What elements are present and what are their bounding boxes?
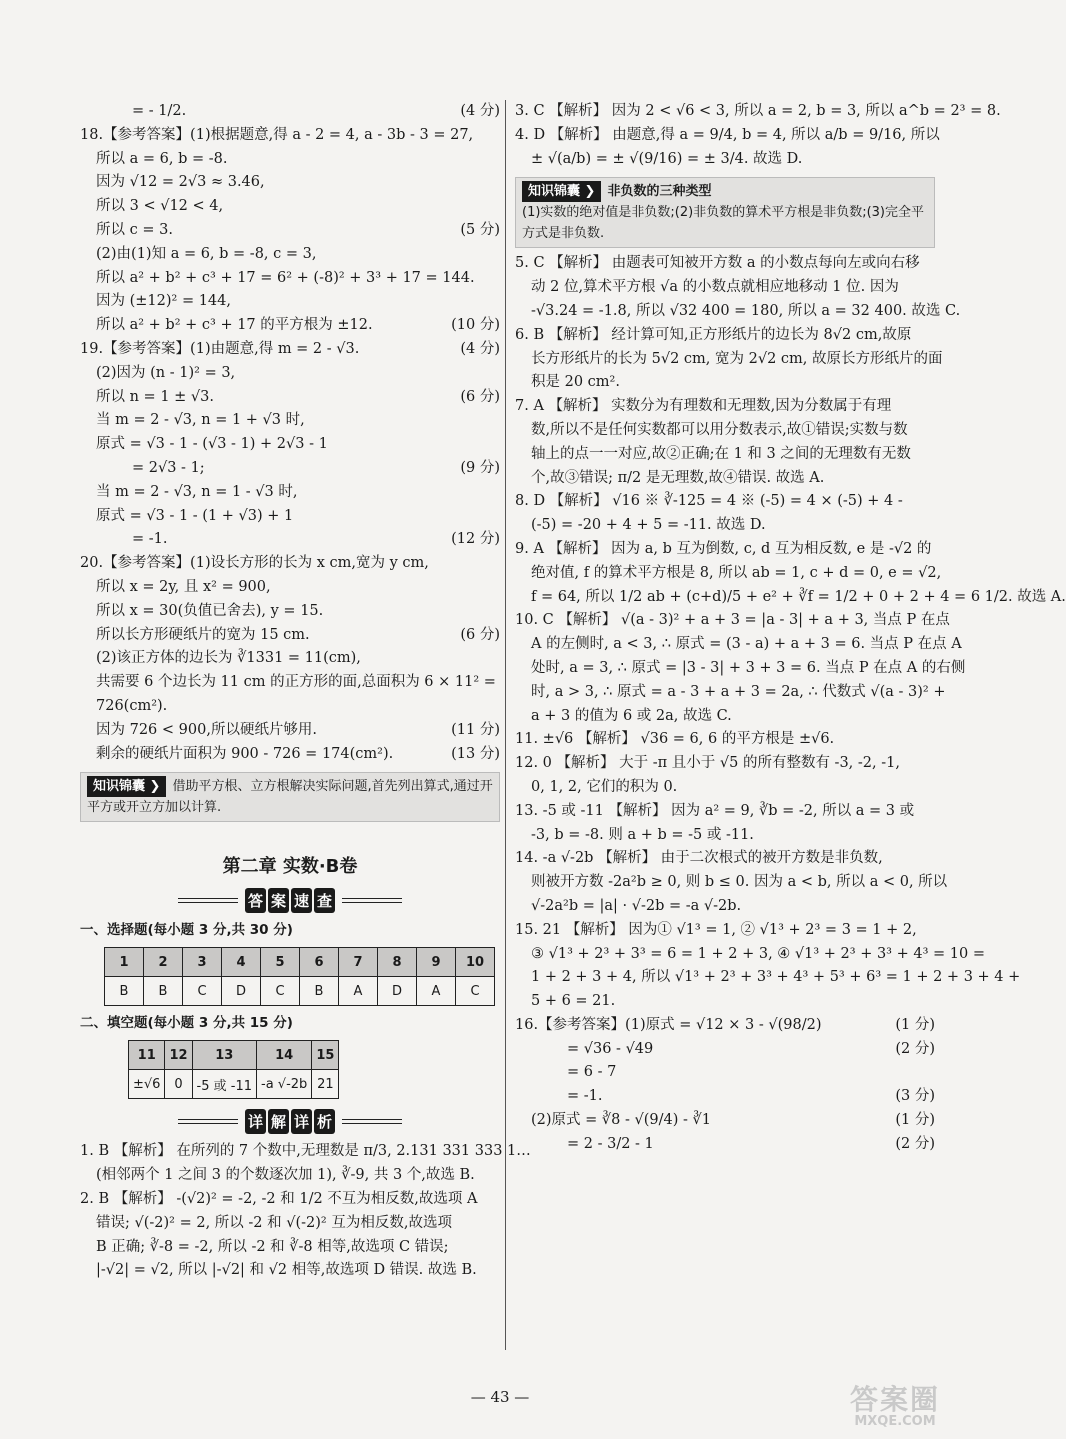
line-text: (2)该正方体的边长为 ∛1331 = 11(cm),	[96, 650, 361, 667]
table-header-cell: 4	[222, 948, 261, 977]
right-solutions	[515, 100, 1001, 171]
line-text: 积是 20 cm².	[531, 374, 620, 391]
line-text: 7. A 【解析】 实数分为有理数和无理数,因为分数属于有理	[515, 398, 892, 415]
line-text: 13. -5 或 -11 【解析】 因为 a² = 9, ∛b = -2, 所以 a = 3 或	[515, 802, 915, 819]
table-header-cell: 2	[144, 948, 183, 977]
text-line	[80, 124, 500, 148]
text-line	[80, 1236, 500, 1260]
text-line	[515, 586, 1066, 610]
text-line	[80, 505, 500, 529]
text-line	[515, 1014, 935, 1038]
line-text: 20.【参考答案】(1)设长方形的长为 x cm,宽为 y cm,	[80, 555, 429, 572]
text-line	[515, 633, 962, 657]
text-line	[515, 752, 935, 776]
text-line	[80, 671, 500, 695]
text-line	[515, 705, 935, 729]
table-cell: B	[105, 977, 144, 1006]
score-label: (3 分)	[895, 1088, 935, 1105]
text-line	[515, 395, 935, 419]
score-label: (10 分)	[451, 317, 500, 334]
line-text: B 正确; ∛-8 = -2, 所以 -2 和 ∛-8 相等,故选项 C 错误;	[96, 1238, 449, 1255]
table-header-cell: 1	[105, 948, 144, 977]
fill-answer-table	[128, 1040, 339, 1099]
score-label: (6 分)	[460, 388, 500, 405]
table-cell: B	[144, 977, 183, 1006]
line-text: 数,所以不是任何实数都可以用分数表示,故①错误;实数与数	[531, 421, 908, 438]
text-line	[80, 695, 500, 719]
line-text: 8. D 【解析】 √16 ※ ∛-125 = 4 ※ (-5) = 4 × (-5) + 4 -	[515, 493, 903, 510]
text-line	[515, 657, 966, 681]
text-line	[515, 562, 942, 586]
text-line	[80, 290, 500, 314]
line-text: 12. 0 【解析】 大于 -π 且小于 √5 的所有整数有 -3, -2, -1,	[515, 755, 900, 772]
table-header-cell: 11	[129, 1041, 165, 1070]
text-line	[515, 124, 940, 148]
text-line	[515, 300, 961, 324]
score-label: (5 分)	[460, 221, 500, 238]
text-line	[515, 895, 935, 919]
text-line	[80, 743, 500, 767]
text-line	[80, 576, 500, 600]
text-line	[515, 1061, 935, 1085]
right-column	[515, 100, 1066, 1157]
line-text: 2. B 【解析】 -(√2)² = -2, -2 和 1/2 不互为相反数,故选项 A	[80, 1190, 478, 1207]
text-line	[80, 362, 500, 386]
section-fill-heading: 二、填空题(每小题 3 分,共 15 分)	[80, 1015, 293, 1032]
tip-text: 借助平方根、立方根解决实际问题,首先列出算式,通过开平方或开立方加以计算.	[87, 779, 493, 816]
line-text: 19.【参考答案】(1)由题意,得 m = 2 - √3.	[80, 340, 360, 357]
table-header-cell: 10	[456, 948, 495, 977]
text-line	[515, 490, 935, 514]
text-line	[80, 1259, 500, 1283]
text-line	[80, 719, 500, 743]
line-text: (2)因为 (n - 1)² = 3,	[96, 364, 236, 381]
table-header-cell: 3	[183, 948, 222, 977]
text-line	[515, 847, 935, 871]
table-header-cell: 9	[417, 948, 456, 977]
score-label: (2 分)	[895, 1040, 935, 1057]
line-text: (2)由(1)知 a = 6, b = -8, c = 3,	[96, 245, 317, 262]
table-cell: -a √-2b	[257, 1070, 312, 1099]
tip-text: (1)实数的绝对值是非负数;(2)非负数的算术平方根是非负数;(3)完全平方式是非负数.	[522, 205, 925, 242]
score-label: (1 分)	[895, 1016, 935, 1033]
text-line	[515, 148, 935, 172]
text-line	[515, 324, 935, 348]
score-label: (9 分)	[460, 459, 500, 476]
text-line	[80, 243, 500, 267]
table-header-cell: 15	[312, 1041, 339, 1070]
line-text: 14. -a √-2b 【解析】 由于二次根式的被开方数是非负数,	[515, 850, 883, 867]
text-line	[515, 919, 935, 943]
line-text: 所以 n = 1 ± √3.	[96, 388, 214, 405]
left-solutions	[80, 100, 500, 766]
line-text: 因为 726 < 900,所以硬纸片够用.	[96, 721, 318, 738]
chapter-title: 第二章 实数·B卷	[222, 856, 358, 878]
line-text: 5. C 【解析】 由题表可知被开方数 a 的小数点每向左或向右移	[515, 255, 920, 272]
text-line	[80, 457, 500, 481]
text-line	[80, 647, 500, 671]
line-text: 9. A 【解析】 因为 a, b 互为倒数, c, d 互为相反数, e 是 -√2 的	[515, 540, 932, 557]
text-line	[80, 386, 500, 410]
text-line	[515, 871, 948, 895]
text-line	[80, 528, 500, 552]
line-text: 时, a > 3, ∴ 原式 = a - 3 + a + 3 = 2a, ∴ 代数式 √(a - 3)² +	[531, 683, 946, 700]
line-text: 当 m = 2 - √3, n = 1 + √3 时,	[96, 412, 305, 429]
table-cell: A	[417, 977, 456, 1006]
text-line	[515, 276, 935, 300]
line-text: √-2a²b = |a| · √-2b = -a √-2b.	[531, 897, 742, 914]
knowledge-tip-2	[515, 177, 935, 248]
table-cell: B	[300, 977, 339, 1006]
line-text: (-5) = -20 + 4 + 5 = -11. 故选 D.	[531, 517, 766, 534]
line-text: 所以 x = 2y, 且 x² = 900,	[96, 578, 271, 595]
line-text: = 2 - 3/2 - 1	[567, 1135, 654, 1152]
text-line	[80, 148, 500, 172]
line-text: 16.【参考答案】(1)原式 = √12 × 3 - √(98/2)	[515, 1016, 822, 1033]
line-text: = √36 - √49	[567, 1040, 654, 1057]
text-line	[515, 443, 935, 467]
column-divider	[505, 100, 506, 1350]
text-line	[80, 433, 500, 457]
line-text: 4. D 【解析】 由题意,得 a = 9/4, b = 4, 所以 a/b = 9/16, 所以	[515, 126, 940, 143]
text-line	[80, 624, 500, 648]
text-line	[80, 338, 500, 362]
line-text: 1. B 【解析】 在所列的 7 个数中,无理数是 π/3, 2.131 331 333 1…	[80, 1143, 531, 1160]
text-line	[515, 100, 1001, 124]
text-line	[80, 267, 500, 291]
line-text: 因为 √12 = 2√3 ≈ 3.46,	[96, 174, 265, 191]
line-text: 原式 = √3 - 1 - (1 + √3) + 1	[96, 507, 294, 524]
tip-label: 知识锦囊 ❯	[522, 181, 601, 202]
table-cell: A	[339, 977, 378, 1006]
line-text: = 2√3 - 1;	[132, 459, 205, 476]
text-line	[515, 371, 935, 395]
line-text: 所以 a = 6, b = -8.	[96, 150, 228, 167]
line-text: 个,故③错误; π/2 是无理数,故④错误. 故选 A.	[531, 469, 825, 486]
line-text: 动 2 位,算术平方根 √a 的小数点就相应地移动 1 位. 因为	[531, 279, 899, 296]
score-label: (13 分)	[451, 745, 500, 762]
watermark-logo: 答案圈 MXQE.COM	[849, 1383, 940, 1429]
tip-title: 非负数的三种类型	[607, 184, 712, 200]
text-line	[80, 219, 500, 243]
line-text: ± √(a/b) = ± √(9/16) = ± 3/4. 故选 D.	[531, 150, 803, 167]
text-line	[515, 990, 935, 1014]
table-cell: -5 或 -11	[192, 1070, 256, 1099]
score-label: (4 分)	[460, 103, 500, 119]
table-cell: ±√6	[129, 1070, 165, 1099]
text-line	[515, 824, 935, 848]
text-line	[515, 728, 935, 752]
text-line	[515, 966, 1021, 990]
line-text: 0, 1, 2, 它们的积为 0.	[531, 778, 678, 795]
score-label: (2 分)	[895, 1135, 935, 1152]
line-text: 剩余的硬纸片面积为 900 - 726 = 174(cm²).	[96, 745, 394, 762]
line-text: = - 1/2.	[132, 103, 187, 119]
table-header-cell: 12	[165, 1041, 192, 1070]
text-line	[80, 552, 500, 576]
text-line	[515, 800, 935, 824]
text-line	[515, 514, 935, 538]
line-text: 错误; √(-2)² = 2, 所以 -2 和 √(-2)² 互为相反数,故选项	[96, 1214, 452, 1231]
text-line	[515, 681, 946, 705]
line-text: 5 + 6 = 21.	[531, 993, 616, 1010]
answer-quickcheck-banner: 答 案 速 查	[80, 888, 500, 913]
table-cell: C	[456, 977, 495, 1006]
line-text: 当 m = 2 - √3, n = 1 - √3 时,	[96, 483, 298, 500]
text-line	[80, 195, 500, 219]
section-choice-heading: 一、选择题(每小题 3 分,共 30 分)	[80, 922, 293, 939]
line-text: 所以 3 < √12 < 4,	[96, 198, 224, 215]
left-solutions-2	[80, 1140, 531, 1283]
line-text: 所以 a² + b² + c³ + 17 的平方根为 ±12.	[96, 317, 373, 334]
line-text: 所以长方形硬纸片的宽为 15 cm.	[96, 626, 310, 643]
line-text: A 的左侧时, a < 3, ∴ 原式 = (3 - a) + a + 3 = 6. 当点 P 在点 A	[531, 636, 962, 653]
table-header-cell: 8	[378, 948, 417, 977]
table-cell: 0	[165, 1070, 192, 1099]
text-line	[515, 419, 935, 443]
score-label: (6 分)	[460, 626, 500, 643]
line-text: = -1.	[132, 531, 168, 548]
line-text: (2)原式 = ∛8 - √(9/4) - ∛1	[531, 1112, 711, 1129]
line-text: = 6 - 7	[567, 1064, 617, 1081]
table-header-cell: 13	[192, 1041, 256, 1070]
tip-label: 知识锦囊 ❯	[87, 776, 166, 797]
table-header-cell: 5	[261, 948, 300, 977]
line-text: 则被开方数 -2a²b ≥ 0, 则 b ≤ 0. 因为 a < b, 所以 a < 0, 所以	[531, 874, 948, 891]
line-text: 1 + 2 + 3 + 4, 所以 √1³ + 2³ + 3³ + 4³ + 5³ + 6³ = 1 + 2 + 3 + 4 +	[531, 969, 1021, 986]
detailed-solutions-banner: 详 解 详 析	[80, 1109, 500, 1134]
line-text: 3. C 【解析】 因为 2 < √6 < 3, 所以 a = 2, b = 3, 所以 a^b = 2³ = 8.	[515, 103, 1001, 119]
table-header-cell: 14	[257, 1041, 312, 1070]
table-cell: C	[183, 977, 222, 1006]
text-line	[515, 538, 935, 562]
table-cell: C	[261, 977, 300, 1006]
line-text: 绝对值, f 的算术平方根是 8, 所以 ab = 1, c + d = 0, e = √2,	[531, 564, 942, 581]
line-text: 726(cm²).	[96, 697, 168, 714]
line-text: = -1.	[567, 1088, 603, 1105]
line-text: 10. C 【解析】 √(a - 3)² + a + 3 = |a - 3| + a + 3, 当点 P 在点	[515, 612, 950, 629]
line-text: 所以 c = 3.	[96, 221, 173, 238]
text-line	[515, 943, 985, 967]
line-text: (相邻两个 1 之间 3 的个数逐次加 1), ∛-9, 共 3 个,故选 B.	[96, 1167, 475, 1184]
text-line	[515, 1038, 935, 1062]
table-cell: D	[222, 977, 261, 1006]
line-text: 因为 (±12)² = 144,	[96, 293, 231, 310]
text-line	[515, 609, 950, 633]
line-text: 15. 21 【解析】 因为① √1³ = 1, ② √1³ + 2³ = 3 = 1 + 2,	[515, 921, 917, 938]
line-text: 所以 x = 30(负值已舍去), y = 15.	[96, 602, 324, 619]
text-line	[80, 1164, 500, 1188]
score-label: (1 分)	[895, 1112, 935, 1129]
line-text: |-√2| = √2, 所以 |-√2| 和 √2 相等,故选项 D 错误. 故选 B.	[96, 1262, 477, 1279]
text-line	[515, 252, 935, 276]
line-text: 11. ±√6 【解析】 √36 = 6, 6 的平方根是 ±√6.	[515, 731, 835, 748]
table-cell: 21	[312, 1070, 339, 1099]
choice-answer-table	[104, 947, 495, 1006]
text-line	[80, 314, 500, 338]
line-text: 所以 a² + b² + c³ + 17 = 6² + (-8)² + 3³ + 17 = 144.	[96, 269, 475, 286]
line-text: 处时, a = 3, ∴ 原式 = |3 - 3| + 3 + 3 = 6. 当点 P 在点 A 的右侧	[531, 659, 966, 676]
text-line	[80, 100, 500, 124]
line-text: ③ √1³ + 2³ + 3³ = 6 = 1 + 2 + 3, ④ √1³ + 2³ + 3³ + 4³ = 10 =	[531, 945, 985, 962]
line-text: 原式 = √3 - 1 - (√3 - 1) + 2√3 - 1	[96, 436, 328, 453]
score-label: (12 分)	[451, 531, 500, 548]
text-line	[80, 409, 500, 433]
text-line	[515, 1109, 935, 1133]
line-text: 6. B 【解析】 经计算可知,正方形纸片的边长为 8√2 cm,故原	[515, 326, 912, 343]
text-line	[80, 1188, 500, 1212]
line-text: a + 3 的值为 6 或 2a, 故选 C.	[531, 707, 732, 724]
text-line	[515, 1085, 935, 1109]
knowledge-tip-1	[80, 772, 500, 822]
score-label: (11 分)	[451, 721, 500, 738]
score-label: (4 分)	[460, 340, 500, 357]
text-line	[80, 600, 500, 624]
line-text: -3, b = -8. 则 a + b = -5 或 -11.	[531, 826, 754, 843]
text-line	[515, 467, 935, 491]
left-column	[80, 100, 531, 1283]
text-line	[80, 1212, 500, 1236]
right-solutions-2	[515, 252, 1066, 1156]
table-header-cell: 7	[339, 948, 378, 977]
line-text: -√3.24 = -1.8, 所以 √32 400 = 180, 所以 a = 32 400. 故选 C.	[531, 302, 961, 319]
line-text: 长方形纸片的长为 5√2 cm, 宽为 2√2 cm, 故原长方形纸片的面	[531, 350, 943, 367]
line-text: 共需要 6 个边长为 11 cm 的正方形的面,总面积为 6 × 11² =	[96, 674, 496, 691]
text-line	[515, 1133, 935, 1157]
line-text: 18.【参考答案】(1)根据题意,得 a - 2 = 4, a - 3b - 3 = 27,	[80, 126, 474, 143]
text-line	[515, 348, 943, 372]
text-line	[515, 776, 935, 800]
page-number: — 43 —	[470, 1388, 530, 1406]
text-line	[80, 171, 500, 195]
text-line	[80, 481, 500, 505]
table-header-cell: 6	[300, 948, 339, 977]
line-text: 轴上的点一一对应,故②正确;在 1 和 3 之间的无理数有无数	[531, 445, 911, 462]
text-line	[80, 1140, 531, 1164]
table-cell: D	[378, 977, 417, 1006]
line-text: f = 64, 所以 1/2 ab + (c+d)/5 + e² + ∛f = 1/2 + 0 + 2 + 4 = 6 1/2. 故选 A.	[531, 588, 1066, 605]
